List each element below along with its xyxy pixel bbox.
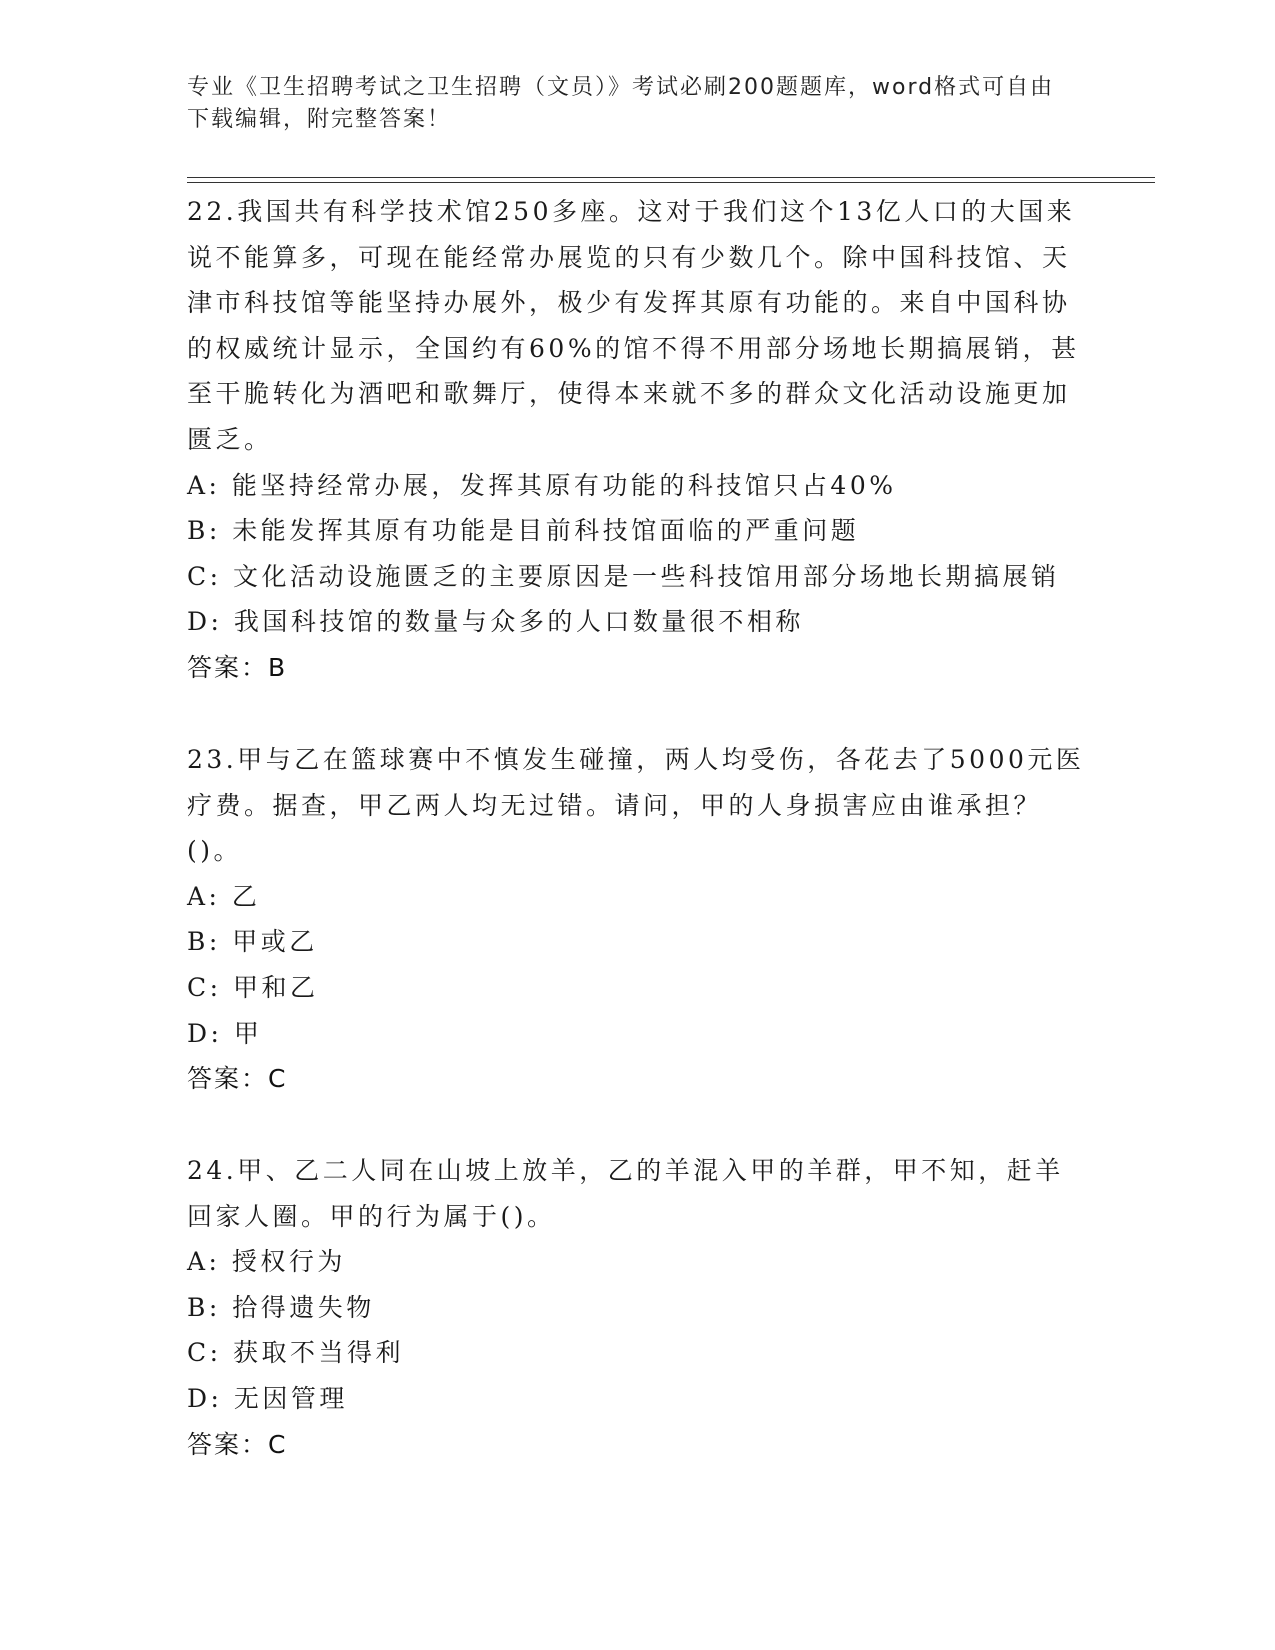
- document-header: 专业《卫生招聘考试之卫生招聘（文员）》考试必刷200题题库，word格式可自由下载编辑，附完整答案！: [187, 75, 1055, 132]
- option-a: A: 乙: [187, 881, 261, 911]
- question-stem: 23.甲与乙在篮球赛中不慎发生碰撞，两人均受伤，各花去了5000元医疗费。据查，甲乙两人均无过错。请问，甲的人身损害应由谁承担？()。: [187, 744, 1085, 866]
- question-stem: 22.我国共有科学技术馆250多座。这对于我们这个13亿人口的大国来说不能算多，可现在能经常办展览的只有少数几个。除中国科技馆、天津市科技馆等能坚持办展外，极少有发挥其原有功能的。来自中国科协的权威统计显示，全国约有60%的馆不得不用部分场地长期搞展销，甚至干脆转化为酒吧和歌舞厅，使得本来就不多的群众文化活动设施更加匮乏。: [187, 197, 1080, 454]
- option-d: D: 我国科技馆的数量与众多的人口数量很不相称: [187, 607, 804, 637]
- option-c: C: 获取不当得利: [187, 1338, 404, 1368]
- answer: 答案：B: [187, 652, 288, 682]
- option-b: B: 未能发挥其原有功能是目前科技馆面临的严重问题: [187, 516, 860, 546]
- option-d: D: 无因管理: [187, 1384, 348, 1414]
- header-divider-top: [187, 177, 1155, 178]
- header-divider-bottom: [187, 182, 1155, 183]
- option-a: A: 能坚持经常办展，发挥其原有功能的科技馆只占40%: [187, 470, 897, 500]
- option-d: D: 甲: [187, 1018, 263, 1048]
- option-b: B: 甲或乙: [187, 927, 318, 957]
- answer: 答案：C: [187, 1064, 288, 1094]
- answer: 答案：C: [187, 1429, 288, 1459]
- question-23: [187, 737, 1087, 1102]
- option-c: C: 文化活动设施匮乏的主要原因是一些科技馆用部分场地长期搞展销: [187, 561, 1060, 591]
- option-b: B: 拾得遗失物: [187, 1292, 375, 1322]
- option-a: A: 授权行为: [187, 1247, 346, 1277]
- question-24: [187, 1148, 1087, 1468]
- question-stem: 24.甲、乙二人同在山坡上放羊，乙的羊混入甲的羊群，甲不知，赶羊回家人圈。甲的行为属于()。: [187, 1156, 1064, 1231]
- question-22: [187, 189, 1087, 691]
- option-c: C: 甲和乙: [187, 972, 319, 1002]
- question-list: [187, 189, 1087, 1514]
